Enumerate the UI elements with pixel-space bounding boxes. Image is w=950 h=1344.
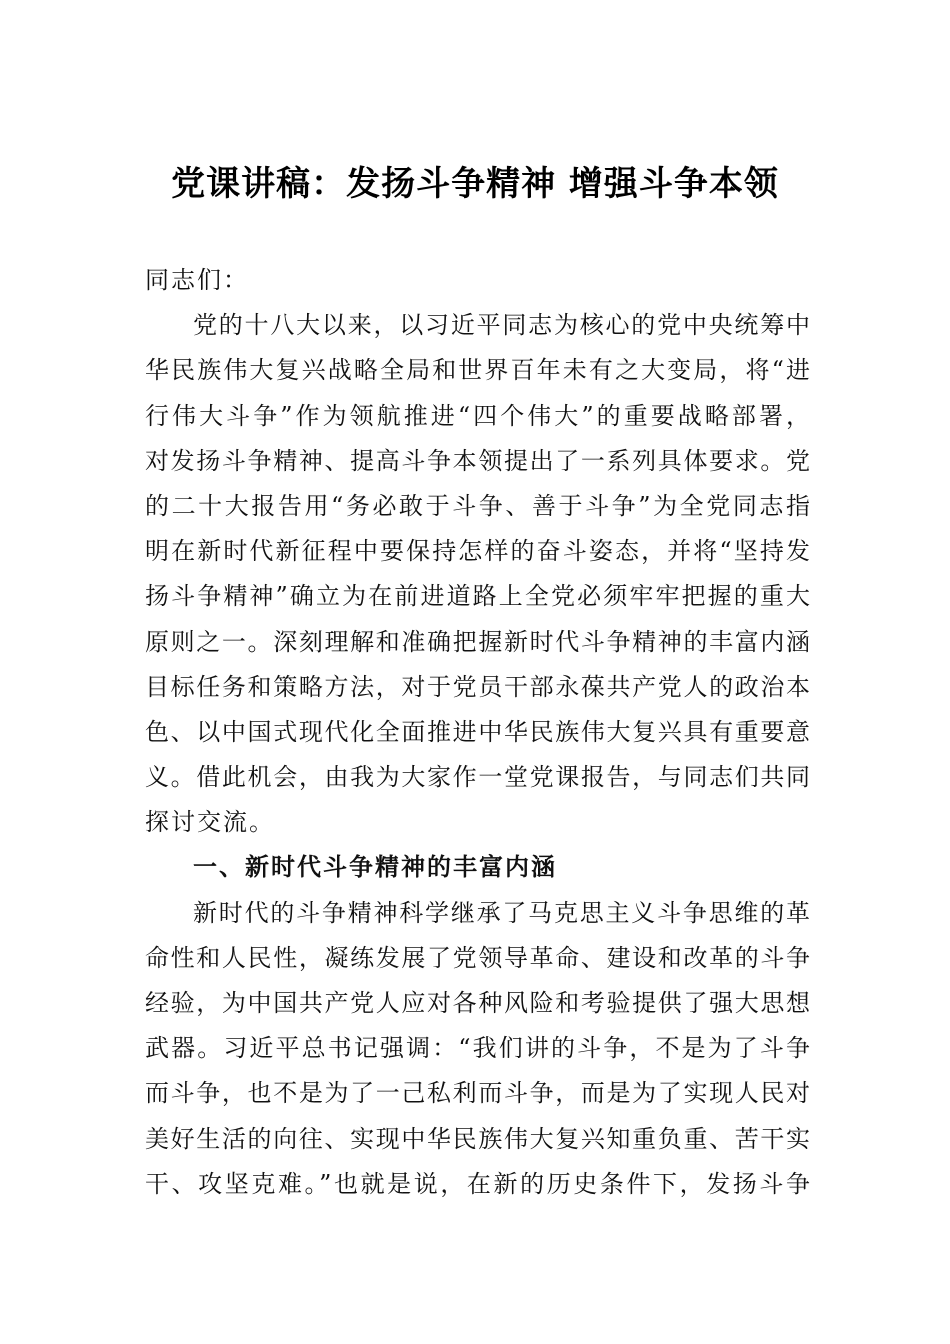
- paragraph-line: 新时代的斗争精神科学继承了马克思主义斗争思维的革: [193, 898, 810, 927]
- document-title: 党课讲稿：发扬斗争精神 增强斗争本领: [171, 164, 779, 204]
- paragraph-line: 扬斗争精神”确立为在前进道路上全党必须牢牢把握的重大: [145, 582, 810, 611]
- paragraph-line: 武器。习近平总书记强调：“我们讲的斗争，不是为了斗争: [145, 1034, 810, 1063]
- paragraph-line: 命性和人民性，凝练发展了党领导革命、建设和改革的斗争: [145, 943, 810, 972]
- document-body: [145, 262, 810, 1211]
- paragraph-line: 美好生活的向往、实现中华民族伟大复兴知重负重、苦干实: [145, 1124, 810, 1153]
- paragraph-line: 明在新时代新征程中要保持怎样的奋斗姿态，并将“坚持发: [145, 537, 810, 566]
- paragraph-line: 华民族伟大复兴战略全局和世界百年未有之大变局，将“进: [145, 356, 810, 385]
- paragraph-line: 干、攻坚克难。”也就是说，在新的历史条件下，发扬斗争: [145, 1169, 810, 1198]
- paragraph-line: 探讨交流。: [145, 808, 275, 837]
- paragraph-line: 而斗争，也不是为了一己私利而斗争，而是为了实现人民对: [145, 1079, 810, 1108]
- paragraph-line: 色、以中国式现代化全面推进中华民族伟大复兴具有重要意: [145, 717, 810, 746]
- paragraph-line: 行伟大斗争”作为领航推进“四个伟大”的重要战略部署，: [145, 401, 810, 430]
- paragraph-line: 的二十大报告用“务必敢于斗争、善于斗争”为全党同志指: [145, 491, 810, 520]
- paragraph-1: [145, 307, 810, 849]
- paragraph-line: 经验，为中国共产党人应对各种风险和考验提供了强大思想: [145, 989, 810, 1017]
- section-heading: 一、新时代斗争精神的丰富内涵: [193, 853, 557, 882]
- paragraph-line: 党的十八大以来，以习近平同志为核心的党中央统筹中: [193, 311, 810, 340]
- paragraph-line: 原则之一。深刻理解和准确把握新时代斗争精神的丰富内涵: [145, 627, 810, 656]
- salutation: 同志们：: [145, 266, 249, 294]
- paragraph-line: 目标任务和策略方法，对于党员干部永葆共产党人的政治本: [145, 672, 810, 701]
- paragraph-2: [145, 895, 810, 1211]
- paragraph-line: 对发扬斗争精神、提高斗争本领提出了一系列具体要求。党: [145, 446, 810, 475]
- paragraph-line: 义。借此机会，由我为大家作一堂党课报告，与同志们共同: [145, 763, 810, 792]
